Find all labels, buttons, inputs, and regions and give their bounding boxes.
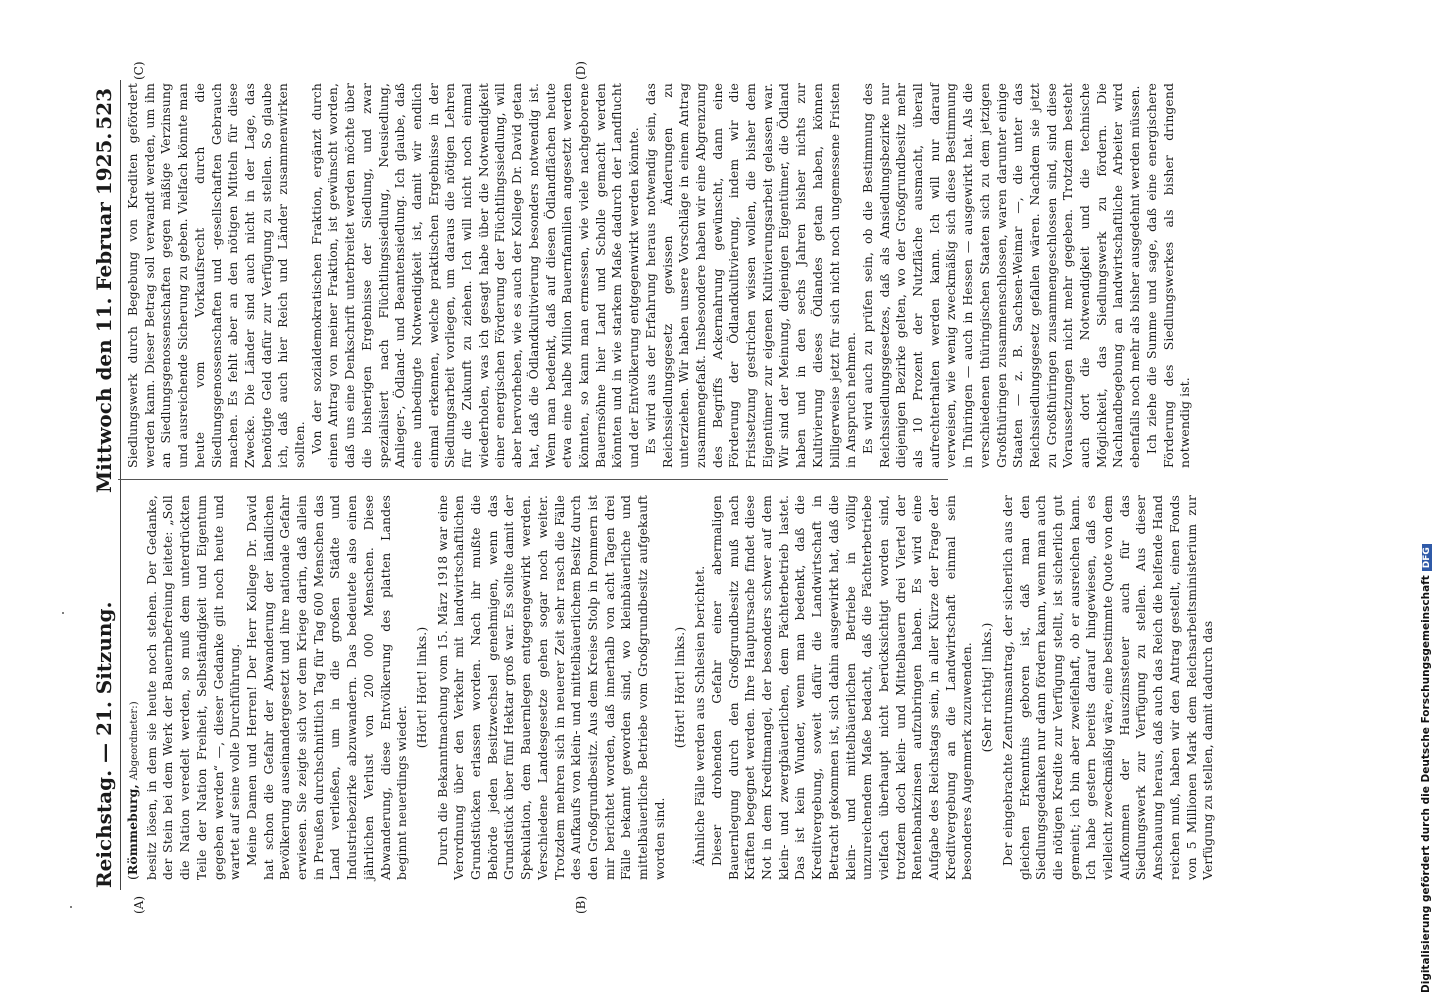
column-divider — [118, 479, 948, 480]
left-column — [125, 495, 1216, 880]
body-paragraph: Der eingebrachte Zentrumsantrag, der sicherlich aus der gleichen Erkenntnis geboren ist, daß man den Siedlungsgedanken nur dann fördern kann, wenn man auch die nötigen Kredite zur Verfügung stellt, ist sicherlich gut gemeint; ich bin aber zweifelhaft, ob er ausreichen kann. Ich habe gestern bereits darauf hingewiesen, daß es vielleicht zweckmäßig wäre, eine bestimmte Quote von dem Aufkommen der Hauszinssteuer auch für das Siedlungswerk zur Verfügung zu stellen. Aus dieser Anschauung heraus, daß auch das Reich die helfende Hand reichen muß, haben wir den Antrag gestellt, einen Fonds von 5 Millionen Mark dem Reichsarbeitsministerium zur Verfügung zu stellen, damit dadurch das — [999, 495, 1216, 880]
body-paragraph: Es wird aus der Erfahrung heraus notwendig sein, das Reichssiedlungsgesetz gewissen Änderungen zu unterziehen. Wir haben unsere Vorschläge in einem Antrag zusammengefaßt. Insbesondere haben wir eine Abgrenzung des Begriffs Ackernahrung gewünscht, dann eine Förderung der Ödlandkultivierung, indem wir die Fristsetzung gestrichen wissen wollen, die bisher dem Eigentümer zur eigenen Kultivierungsarbeit gelassen war. Wir sind der Meinung, diejenigen Eigentümer, die Ödland haben und in den sechs Jahren bisher nichts zur Kultivierung dieses Ödlandes getan haben, können billigerweise jetzt für sich nicht noch ungemessene Fristen in Anspruch nehmen. — [642, 83, 859, 468]
digitization-credit — [1418, 8, 1440, 993]
dfg-logo: DFG — [1422, 544, 1432, 571]
margin-mark-a: (A) — [132, 895, 146, 914]
body-paragraph: Durch die Bekanntmachung vom 15. März 1918 war eine Verordnung über den Verkehr mit landwirtschaftlichen Grundstücken erlassen worden. Nach ihr mußte die Behörde jeden Besitzwechsel genehmigen, wenn das Grundstück über fünf Hektar groß war. Es sollte damit der Spekulation, dem Bauernlegen entgegengewirkt werden. Verschiedene Landesgesetze gehen sogar noch weiter. Trotzdem mehren sich in neuerer Zeit sehr rasch die Fälle des Aufkaufs von klein- und mittelbäuerlichem Besitz durch den Großgrundbesitz. Aus dem Kreise Stolp in Pommern ist mir berichtet worden, daß innerhalb von acht Tagen drei Fälle bekannt geworden sind, wo kleinbäuerliche und mittelbäuerliche Betriebe vom Großgrundbesitz aufgekauft worden sind. — [434, 495, 667, 880]
scan-speck — [70, 906, 72, 908]
margin-mark-c: (C) — [132, 61, 146, 80]
scan-speck — [62, 612, 64, 614]
speaker-role: Abgeordneter:) — [129, 701, 140, 781]
speaker-name: Römmeburg, — [125, 784, 140, 876]
interjection: (Sehr richtig! links.) — [979, 622, 995, 753]
body-paragraph: Ich ziehe die Summe und sage, daß eine energischere Förderung des Siedlungswerkes als bisher dringend notwendig ist. — [1143, 83, 1193, 468]
body-paragraph: Siedlungswerk durch Begebung von Krediten gefördert werden kann. Dieser Betrag soll verwandt werden, um ihn an Siedlungsgenossenschaften gegen mäßige Verzinsung und ausreichende Sicherung zu geben. Vielfach könnte man heute vom Vorkaufsrecht durch die Siedlungsgenossenschaften und -gesellschaften Gebrauch machen. Es fehlt aber an den nötigen Mitteln für diese Zwecke. Die Länder sind auch nicht in der Lage, das benötigte Geld dafür zur Verfügung zu stellen. So glaube ich, daß auch hier Reich und Länder zusammenwirken sollten. — [125, 83, 308, 468]
header-date: Mittwoch den 11. Februar 1925. — [92, 132, 116, 493]
body-paragraph: Von der sozialdemokratischen Fraktion, ergänzt durch einen Antrag von meiner Fraktion, ist gewünscht worden, daß uns eine Denkschrift unterbreitet werden möchte über die bisherigen Ergebnisse der Siedlung, und zwar spezialisiert nach Flüchtlingssiedlung, Neusiedlung, Anlieger-, Ödland- und Beamtensiedlung. Ich glaube, daß eine unbedingte Notwendigkeit ist, damit wir endlich einmal erkennen, welche praktischen Ergebnisse in der Siedlungsarbeit vorliegen, um daraus die nötigen Lehren für die Zukunft zu ziehen. Ich will nicht noch einmal wiederholen, was ich gesagt habe über die Notwendigkeit einer energischen Förderung der Flüchtlingssiedlung, will aber hervorheben, wie es auch der Kollege Dr. David getan hat, daß die Ödlandkultivierung besonders notwendig ist. Wenn man bedenkt, daß auf diesen Ödlandflächen heute etwa eine halbe Million Bauernfamilien angesetzt werden könnten, so kann man ermessen, wie viele nachgeborene Bauernsöhne hier Land und Scholle gemacht werden könnten und in wie starkem Maße dadurch der Landflucht und der Entvölkerung entgegenwirkt werden könnte. — [308, 83, 642, 468]
header-session: Reichstag. — 21. Sitzung. — [92, 601, 116, 888]
body-paragraph: Meine Damen und Herren! Der Herr Kollege Dr. David hat schon die Gefahr der Abwanderung der ländlichen Bevölkerung auseinandergesetzt und ihre nationale Gefahr erwiesen. Sie zeigte sich vor dem Kriege darin, daß allein in Preußen durchschnittlich Tag für Tag 600 Menschen das Land verließen, um in die großen Städte und Industriebezirke abzuwandern. Das bedeutete also einen jährlichen Verlust von 200 000 Menschen. Diese Abwanderung, diese Entvölkerung des platten Landes beginnt neuerdings wieder. — [243, 495, 410, 880]
body-paragraph: besitz lösen, in dem sie heute noch stehen. Der Gedanke, der Stein bei dem Werk der Bauernbefreiung leitete: „Soll die Nation veredelt werden, so muß dem unterdrückten Teile der Nation Freiheit, Selbständigkeit und Eigentum gegeben werden“ —, dieser Gedanke gilt noch heute und wartet auf seine volle Durchführung. — [143, 495, 243, 880]
page-number: 523 — [92, 88, 116, 130]
body-paragraph: Dieser drohenden Gefahr einer abermaligen Bauernlegung durch den Großgrundbesitz muß nach Kräften begegnet werden. Ihre Hauptursache findet diese Not in dem Kreditmangel, der besonders schwer auf dem klein- und zwergbäuerlichen, dem Pächterbetrieb lastet. Das ist kein Wunder, wenn man bedenkt, daß die Kreditvergebung, soweit dafür die Landwirtschaft in Betracht gekommen ist, sich dahin ausgewirkt hat, daß die klein- und mittelbäuerlichen Betriebe in völlig unzureichendem Maße bedacht, daß die Pächterbetriebe vielfach überhaupt nicht berücksichtigt worden sind, trotzdem doch klein- und Mittelbauern drei Viertel der Rentenbankzinsen aufzubringen haben. Es wird eine Aufgabe des Reichstags sein, in aller Kürze der Frage der Kreditvergebung an die Landwirtschaft einmal sein besonderes Augenmerk zuzuwenden. — [708, 495, 975, 880]
header-rule — [120, 80, 121, 890]
page-header — [88, 88, 118, 888]
interjection: (Hört! Hört! links.) — [671, 626, 687, 749]
margin-mark-d: (D) — [574, 61, 588, 80]
margin-mark-b: (B) — [574, 895, 588, 914]
speaker-paragraph: (Römmeburg, Abgeordneter:) — [125, 701, 140, 880]
credit-text: Digitalisierung gefördert durch die Deutsche Forschungsgemeinschaft — [1420, 575, 1432, 993]
interjection: (Hört! Hört! links.) — [413, 626, 429, 749]
right-column — [125, 83, 1193, 468]
body-paragraph: Es wird auch zu prüfen sein, ob die Bestimmung des Reichssiedlungsgesetzes, daß als Ansiedlungsbezirke nur diejenigen Bezirke gelten, wo der Großgrundbesitz mehr als 10 Prozent der Nutzfläche ausmacht, überall aufrechterhalten werden kann. Ich will nur darauf verweisen, wie wenig zweckmäßig sich diese Bestimmung in Thüringen — auch in Hessen — ausgewirkt hat. Als die verschiedenen thüringischen Staaten sich zu dem jetzigen Großthüringen zusammenschlossen, waren darunter einige Staaten — z. B. Sachsen-Weimar —, die unter das Reichssiedlungsgesetz gefallen wären. Nachdem sie jetzt zu Großthüringen zusammengeschlossen sind, sind diese Voraussetzungen nicht mehr gegeben. Trotzdem besteht auch dort die Notwendigkeit und die technische Möglichkeit, das Siedlungswerk zu fördern. Die Nachlandbegebung an landwirtschaftliche Arbeiter wird ebenfalls noch mehr als bisher ausgedehnt werden müssen. — [859, 83, 1143, 468]
body-paragraph: Ähnliche Fälle werden aus Schlesien berichtet. — [692, 565, 708, 866]
